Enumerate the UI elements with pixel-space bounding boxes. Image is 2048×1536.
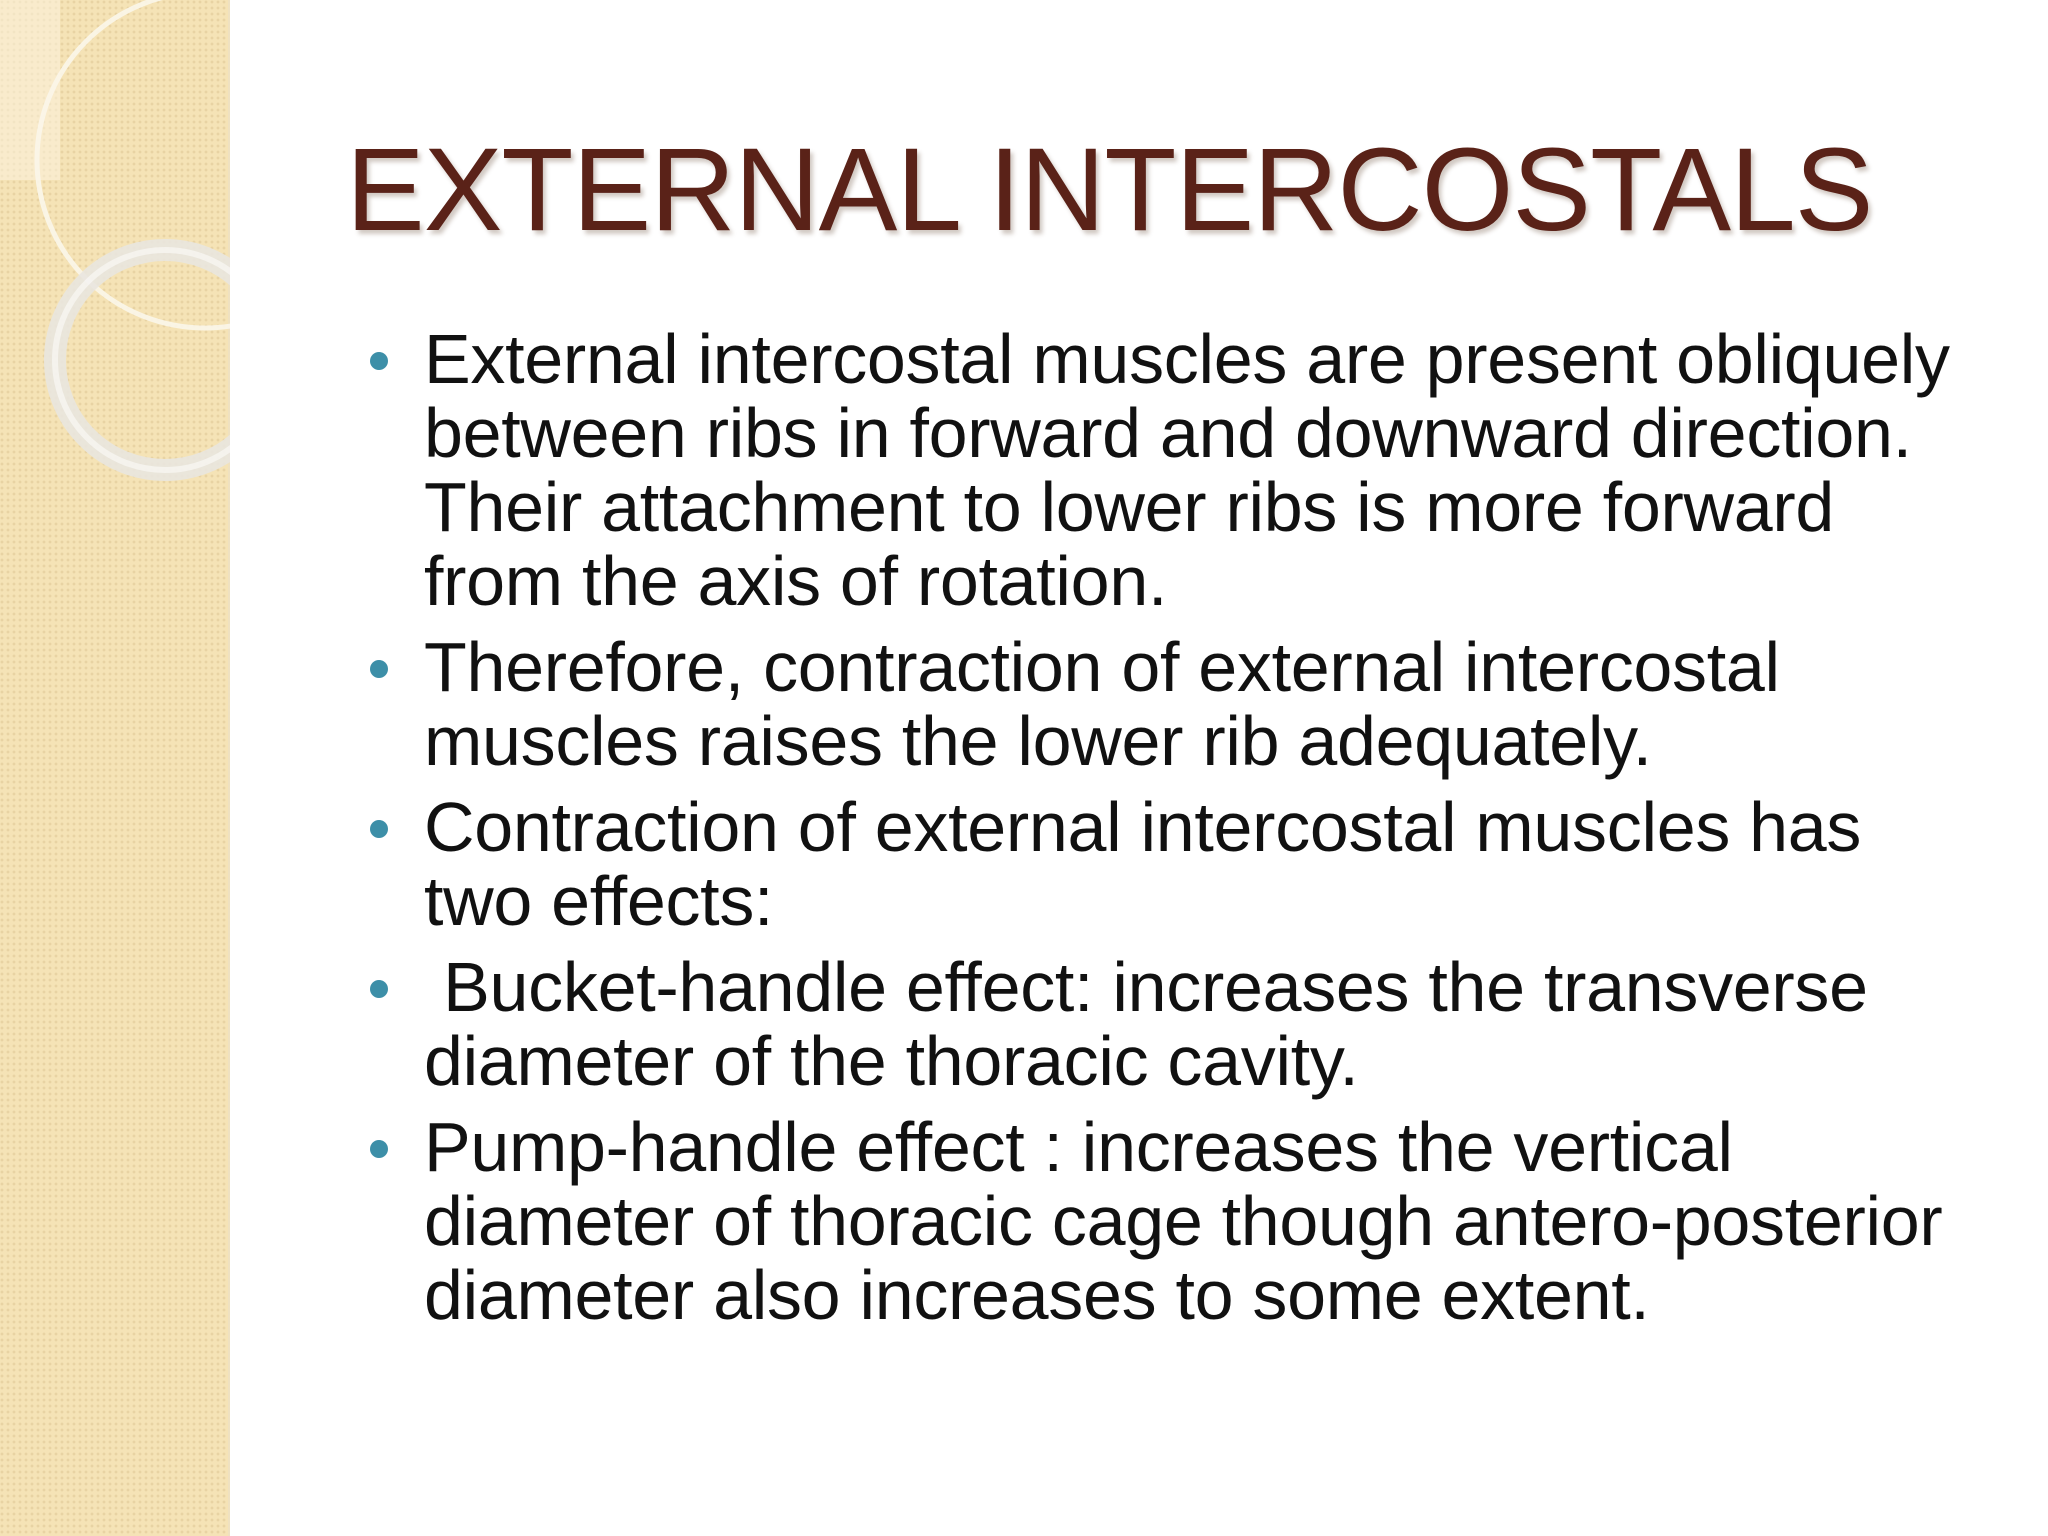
bullet-dot-icon <box>370 660 388 678</box>
bullet-list <box>348 322 1968 1344</box>
bullet-text: Therefore, contraction of external intercostal muscles raises the lower rib adequately. <box>424 628 1780 780</box>
bullet-dot-icon <box>370 1140 388 1158</box>
bullet-dot-icon <box>370 820 388 838</box>
list-item <box>348 950 1968 1098</box>
bullet-dot-icon <box>370 980 388 998</box>
list-item <box>348 1110 1968 1332</box>
slide-title: EXTERNAL INTERCOSTALS <box>346 124 1873 256</box>
list-item <box>348 630 1968 778</box>
bullet-text: External intercostal muscles are present obliquely between ribs in forward and downward direction. Their attachment to lower ribs is more forward from the axis of rotation. <box>424 320 1950 620</box>
decorative-circles-graphic <box>0 0 230 520</box>
bullet-text: Contraction of external intercostal muscles has two effects: <box>424 788 1862 940</box>
bullet-text: Bucket-handle effect: increases the transverse diameter of the thoracic cavity. <box>424 948 1887 1100</box>
bullet-dot-icon <box>370 352 388 370</box>
list-item <box>348 322 1968 618</box>
bullet-text: Pump-handle effect : increases the vertical diameter of thoracic cage though antero-posterior diameter also increases to some extent. <box>424 1108 1943 1334</box>
list-item <box>348 790 1968 938</box>
decorative-side-band <box>0 0 230 1536</box>
